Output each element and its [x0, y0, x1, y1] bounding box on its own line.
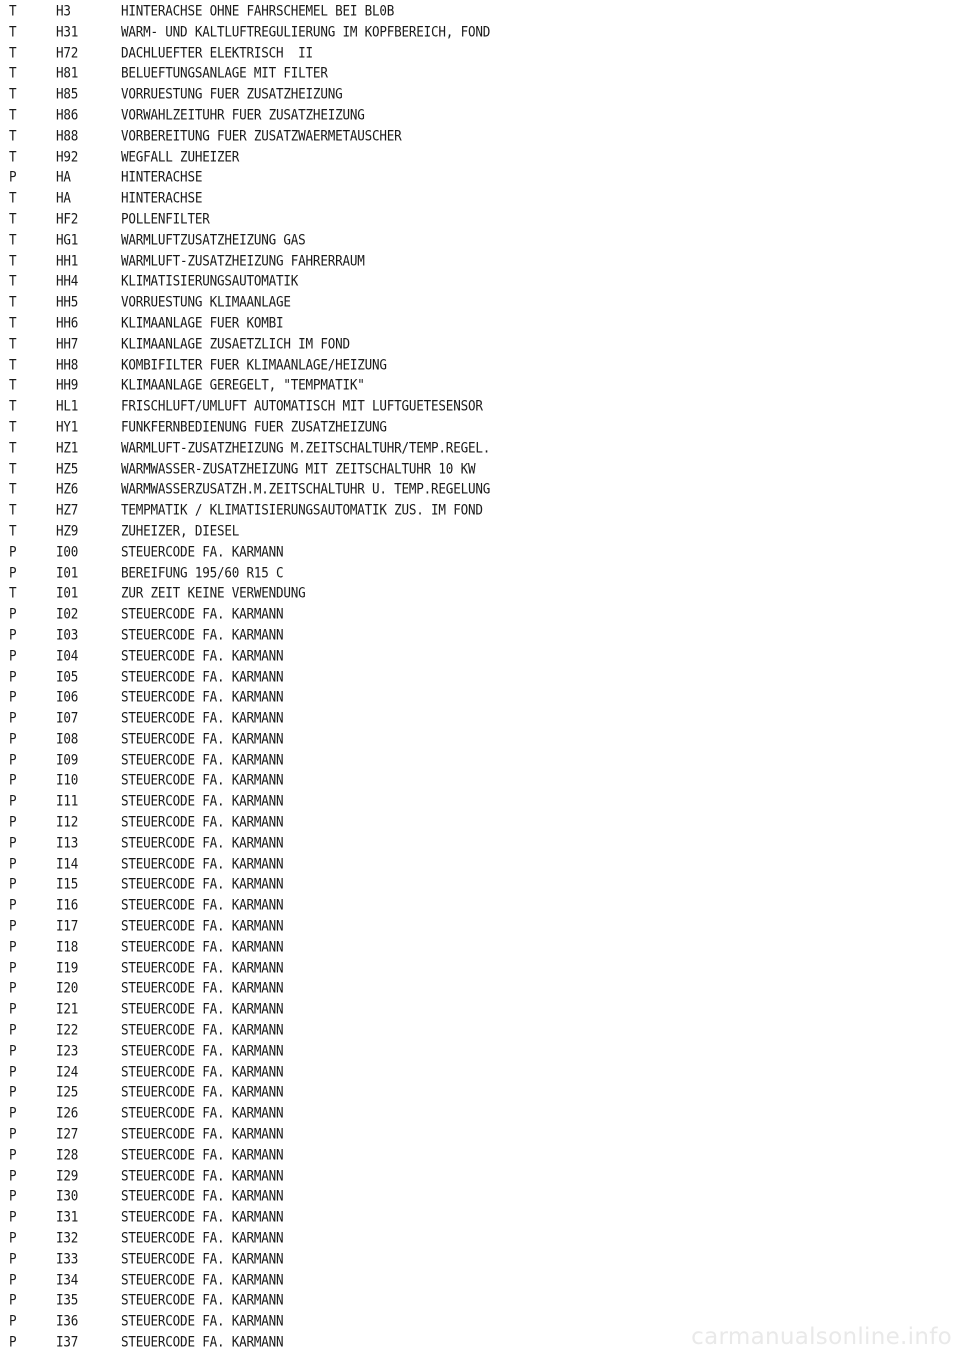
row-description: STEUERCODE FA. KARMANN — [121, 813, 284, 830]
list-item — [0, 21, 960, 44]
list-item — [0, 125, 960, 148]
row-code: I18 — [56, 937, 79, 955]
row-code: I26 — [56, 1104, 79, 1122]
row-description: WARMWASSERZUSATZH.M.ZEITSCHALTUHR U. TEMP.REGELUNG — [121, 480, 491, 498]
row-code: I00 — [56, 542, 79, 560]
row-type: P — [9, 542, 17, 560]
row-code: HH9 — [56, 376, 79, 394]
list-item — [0, 333, 960, 356]
row-description: WARMWASSER-ZUSATZHEIZUNG MIT ZEITSCHALTUHR 10 KW — [121, 459, 476, 477]
row-type: T — [9, 355, 17, 373]
list-item — [0, 1123, 960, 1146]
row-description: KLIMATISIERUNGSAUTOMATIK — [121, 272, 299, 290]
row-description: STEUERCODE FA. KARMANN — [121, 709, 284, 726]
row-code: I02 — [56, 605, 79, 622]
row-description: STEUERCODE FA. KARMANN — [121, 1249, 284, 1267]
row-type: P — [9, 1270, 17, 1288]
row-code: I29 — [56, 1166, 79, 1184]
row-code: I21 — [56, 1000, 79, 1018]
row-code: I06 — [56, 688, 79, 706]
row-type: P — [9, 168, 17, 186]
row-code: HH8 — [56, 355, 79, 373]
row-description: STEUERCODE FA. KARMANN — [121, 1312, 284, 1329]
row-description: STEUERCODE FA. KARMANN — [121, 750, 284, 768]
row-description: STEUERCODE FA. KARMANN — [121, 1021, 284, 1038]
row-type: P — [9, 709, 17, 726]
row-code: I20 — [56, 979, 79, 997]
row-code: HZ6 — [56, 480, 79, 498]
row-description: FUNKFERNBEDIENUNG FUER ZUSATZHEIZUNG — [121, 417, 387, 435]
row-type: T — [9, 480, 17, 498]
list-item — [0, 395, 960, 418]
row-description: STEUERCODE FA. KARMANN — [121, 896, 284, 914]
row-description: KOMBIFILTER FUER KLIMAANLAGE/HEIZUNG — [121, 355, 387, 373]
row-type: P — [9, 646, 17, 664]
row-code: I22 — [56, 1021, 79, 1038]
row-description: STEUERCODE FA. KARMANN — [121, 646, 284, 664]
row-code: H92 — [56, 147, 79, 165]
list-item — [0, 499, 960, 522]
row-code: H81 — [56, 64, 79, 82]
row-code: I09 — [56, 750, 79, 768]
row-description: STEUERCODE FA. KARMANN — [121, 792, 284, 810]
row-code: HH6 — [56, 313, 79, 331]
row-description: KLIMAANLAGE ZUSAETZLICH IM FOND — [121, 334, 350, 352]
row-type: P — [9, 979, 17, 997]
row-type: P — [9, 1062, 17, 1080]
row-type: P — [9, 771, 17, 789]
row-code: I05 — [56, 667, 79, 685]
row-code: I12 — [56, 813, 79, 830]
row-description: STEUERCODE FA. KARMANN — [121, 854, 284, 872]
row-code: H31 — [56, 22, 79, 40]
row-type: P — [9, 896, 17, 914]
row-code: HF2 — [56, 209, 79, 227]
row-description: STEUERCODE FA. KARMANN — [121, 979, 284, 997]
list-item — [0, 0, 960, 23]
list-item — [0, 811, 960, 834]
row-type: P — [9, 917, 17, 934]
list-item — [0, 728, 960, 751]
row-description: KLIMAANLAGE GEREGELT, "TEMPMATIK" — [121, 376, 365, 394]
row-type: P — [9, 854, 17, 872]
row-code: HZ9 — [56, 521, 79, 539]
row-description: STEUERCODE FA. KARMANN — [121, 729, 284, 747]
row-type: T — [9, 85, 17, 102]
row-description: WARMLUFT-ZUSATZHEIZUNG FAHRERRAUM — [121, 251, 365, 269]
list-item — [0, 1040, 960, 1063]
row-code: I17 — [56, 917, 79, 934]
list-item — [0, 1227, 960, 1250]
row-description: VORBEREITUNG FUER ZUSATZWAERMETAUSCHER — [121, 126, 402, 144]
row-type: P — [9, 813, 17, 830]
row-type: P — [9, 1041, 17, 1059]
row-type: T — [9, 126, 17, 144]
row-description: HINTERACHSE — [121, 189, 203, 206]
list-item — [0, 1144, 960, 1167]
list-item — [0, 936, 960, 959]
row-code: I36 — [56, 1312, 79, 1329]
row-type: T — [9, 43, 17, 61]
row-type: T — [9, 251, 17, 269]
row-type: P — [9, 1187, 17, 1205]
row-description: STEUERCODE FA. KARMANN — [121, 1041, 284, 1059]
row-code: HZ1 — [56, 438, 79, 456]
row-description: STEUERCODE FA. KARMANN — [121, 1145, 284, 1163]
row-type: T — [9, 313, 17, 331]
row-code: I24 — [56, 1062, 79, 1080]
row-type: P — [9, 1145, 17, 1163]
row-description: KLIMAANLAGE FUER KOMBI — [121, 313, 284, 331]
list-item — [0, 1019, 960, 1042]
row-description: STEUERCODE FA. KARMANN — [121, 875, 284, 893]
row-code: HA — [56, 168, 71, 186]
row-code: I13 — [56, 833, 79, 851]
list-item — [0, 1248, 960, 1271]
list-item — [0, 229, 960, 252]
row-description: STEUERCODE FA. KARMANN — [121, 1062, 284, 1080]
list-item — [0, 312, 960, 335]
row-description: STEUERCODE FA. KARMANN — [121, 625, 284, 643]
row-description: STEUERCODE FA. KARMANN — [121, 1125, 284, 1142]
row-code: I23 — [56, 1041, 79, 1059]
row-code: H72 — [56, 43, 79, 61]
row-code: I03 — [56, 625, 79, 643]
row-description: STEUERCODE FA. KARMANN — [121, 1000, 284, 1018]
row-code: I33 — [56, 1249, 79, 1267]
row-type: P — [9, 833, 17, 851]
row-type: P — [9, 1229, 17, 1246]
list-item — [0, 707, 960, 730]
row-description: STEUERCODE FA. KARMANN — [121, 1208, 284, 1226]
row-code: I34 — [56, 1270, 79, 1288]
row-type: P — [9, 1083, 17, 1101]
row-type: T — [9, 189, 17, 206]
row-type: P — [9, 1166, 17, 1184]
row-code: HH5 — [56, 293, 79, 310]
row-code: I31 — [56, 1208, 79, 1226]
row-type: P — [9, 1104, 17, 1122]
row-type: P — [9, 792, 17, 810]
list-item — [0, 624, 960, 647]
row-code: HA — [56, 189, 71, 206]
row-code: H85 — [56, 85, 79, 102]
row-type: P — [9, 563, 17, 581]
row-description: POLLENFILTER — [121, 209, 210, 227]
row-description: STEUERCODE FA. KARMANN — [121, 937, 284, 955]
row-description: VORWAHLZEITUHR FUER ZUSATZHEIZUNG — [121, 105, 365, 123]
row-code: I28 — [56, 1145, 79, 1163]
row-type: P — [9, 1312, 17, 1329]
row-type: T — [9, 584, 17, 602]
row-code: HH1 — [56, 251, 79, 269]
row-type: T — [9, 293, 17, 310]
row-type: T — [9, 459, 17, 477]
row-code: I25 — [56, 1083, 79, 1101]
row-code: I32 — [56, 1229, 79, 1246]
row-description: ZUR ZEIT KEINE VERWENDUNG — [121, 584, 306, 602]
row-description: STEUERCODE FA. KARMANN — [121, 1187, 284, 1205]
row-code: H86 — [56, 105, 79, 123]
row-code: I27 — [56, 1125, 79, 1142]
row-type: T — [9, 147, 17, 165]
list-item — [0, 436, 960, 459]
list-item — [0, 416, 960, 439]
row-description: ZUHEIZER, DIESEL — [121, 521, 240, 539]
row-type: P — [9, 1332, 17, 1350]
list-item — [0, 915, 960, 938]
list-item — [0, 187, 960, 210]
row-description: FRISCHLUFT/UMLUFT AUTOMATISCH MIT LUFTGUETESENSOR — [121, 397, 483, 414]
list-item — [0, 603, 960, 626]
row-type: P — [9, 875, 17, 893]
row-description: STEUERCODE FA. KARMANN — [121, 1166, 284, 1184]
row-description: STEUERCODE FA. KARMANN — [121, 1104, 284, 1122]
row-type: T — [9, 209, 17, 227]
row-code: I19 — [56, 958, 79, 976]
row-type: P — [9, 1249, 17, 1267]
list-item — [0, 540, 960, 563]
row-code: I01 — [56, 563, 79, 581]
row-code: I16 — [56, 896, 79, 914]
watermark: carmanualsonline.info — [691, 1324, 952, 1350]
row-type: P — [9, 750, 17, 768]
row-type: P — [9, 625, 17, 643]
row-type: P — [9, 667, 17, 685]
row-description: WARMLUFTZUSATZHEIZUNG GAS — [121, 230, 306, 248]
row-code: HZ5 — [56, 459, 79, 477]
row-type: T — [9, 417, 17, 435]
row-type: T — [9, 397, 17, 414]
row-type: P — [9, 1125, 17, 1142]
row-description: STEUERCODE FA. KARMANN — [121, 958, 284, 976]
row-description: VORRUESTUNG KLIMAANLAGE — [121, 293, 291, 310]
row-description: STEUERCODE FA. KARMANN — [121, 542, 284, 560]
row-description: STEUERCODE FA. KARMANN — [121, 667, 284, 685]
row-code: H88 — [56, 126, 79, 144]
row-type: T — [9, 272, 17, 290]
row-code: I01 — [56, 584, 79, 602]
row-type: P — [9, 1291, 17, 1309]
row-code: HG1 — [56, 230, 79, 248]
row-description: STEUERCODE FA. KARMANN — [121, 1083, 284, 1101]
row-code: I30 — [56, 1187, 79, 1205]
row-code: I08 — [56, 729, 79, 747]
row-description: STEUERCODE FA. KARMANN — [121, 771, 284, 789]
row-type: T — [9, 22, 17, 40]
row-type: T — [9, 501, 17, 518]
row-type: T — [9, 521, 17, 539]
list-item — [0, 83, 960, 106]
row-description: BEREIFUNG 195/60 R15 C — [121, 563, 284, 581]
row-description: HINTERACHSE OHNE FAHRSCHEMEL BEI BL0B — [121, 1, 395, 19]
row-code: I35 — [56, 1291, 79, 1309]
row-code: I11 — [56, 792, 79, 810]
row-code: H3 — [56, 1, 71, 19]
list-item — [0, 291, 960, 314]
row-type: P — [9, 958, 17, 976]
row-code: I37 — [56, 1332, 79, 1350]
row-type: T — [9, 64, 17, 82]
row-description: WEGFALL ZUHEIZER — [121, 147, 240, 165]
row-code: I04 — [56, 646, 79, 664]
row-type: T — [9, 230, 17, 248]
list-item — [0, 208, 960, 231]
row-description: VORRUESTUNG FUER ZUSATZHEIZUNG — [121, 85, 343, 102]
row-code: I07 — [56, 709, 79, 726]
row-type: T — [9, 334, 17, 352]
row-description: TEMPMATIK / KLIMATISIERUNGSAUTOMATIK ZUS. IM FOND — [121, 501, 483, 518]
row-code: HL1 — [56, 397, 79, 414]
list-item — [0, 644, 960, 667]
row-type: P — [9, 729, 17, 747]
row-code: I10 — [56, 771, 79, 789]
row-code: HY1 — [56, 417, 79, 435]
row-description: STEUERCODE FA. KARMANN — [121, 605, 284, 622]
row-description: STEUERCODE FA. KARMANN — [121, 917, 284, 934]
row-description: WARM- UND KALTLUFTREGULIERUNG IM KOPFBEREICH, FOND — [121, 22, 491, 40]
list-item — [0, 104, 960, 127]
row-code: I14 — [56, 854, 79, 872]
row-type: T — [9, 376, 17, 394]
row-description: STEUERCODE FA. KARMANN — [121, 1270, 284, 1288]
row-description: DACHLUEFTER ELEKTRISCH II — [121, 43, 313, 61]
row-code: HH7 — [56, 334, 79, 352]
row-description: STEUERCODE FA. KARMANN — [121, 833, 284, 851]
row-code: HH4 — [56, 272, 79, 290]
row-description: WARMLUFT-ZUSATZHEIZUNG M.ZEITSCHALTUHR/TEMP.REGEL. — [121, 438, 491, 456]
row-description: STEUERCODE FA. KARMANN — [121, 1291, 284, 1309]
row-type: P — [9, 1000, 17, 1018]
row-type: P — [9, 1208, 17, 1226]
row-description: STEUERCODE FA. KARMANN — [121, 1229, 284, 1246]
row-type: P — [9, 1021, 17, 1038]
row-type: P — [9, 688, 17, 706]
list-item — [0, 520, 960, 543]
list-item — [0, 832, 960, 855]
row-description: STEUERCODE FA. KARMANN — [121, 1332, 284, 1350]
row-type: T — [9, 1, 17, 19]
row-code: I15 — [56, 875, 79, 893]
row-description: STEUERCODE FA. KARMANN — [121, 688, 284, 706]
row-type: P — [9, 605, 17, 622]
row-type: T — [9, 438, 17, 456]
row-type: P — [9, 937, 17, 955]
row-description: HINTERACHSE — [121, 168, 203, 186]
row-code: HZ7 — [56, 501, 79, 518]
row-type: T — [9, 105, 17, 123]
row-description: BELUEFTUNGSANLAGE MIT FILTER — [121, 64, 328, 82]
